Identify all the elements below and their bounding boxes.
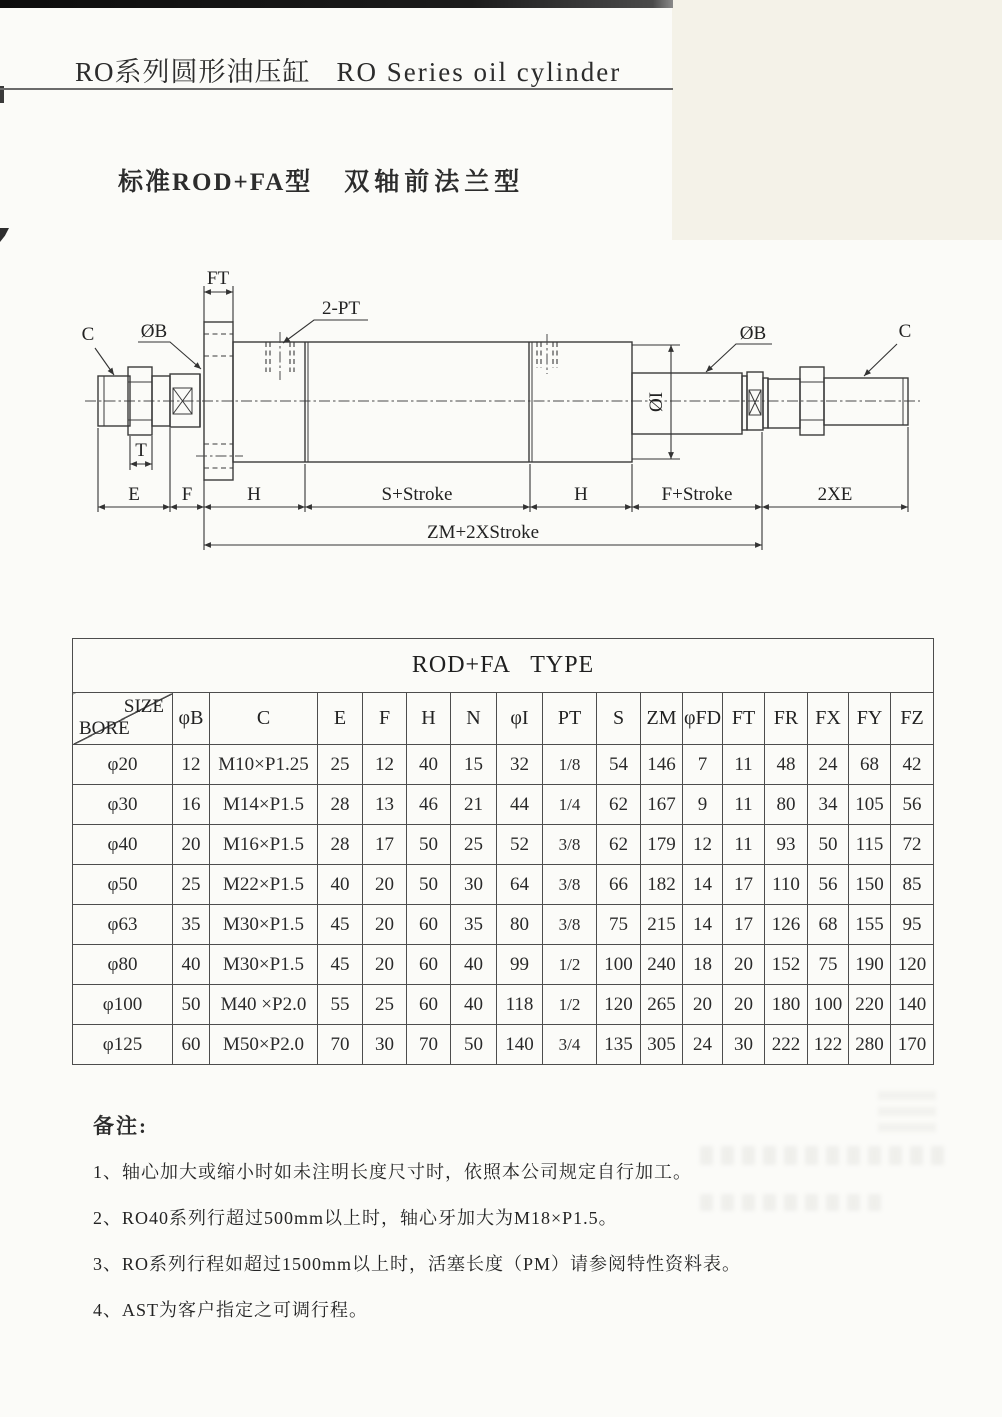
- spec-cell: 72: [891, 825, 934, 865]
- spec-cell: 120: [597, 985, 641, 1025]
- spec-cell: 120: [891, 945, 934, 985]
- label-t: T: [135, 440, 147, 461]
- label-phib-right: ØB: [739, 323, 767, 344]
- spec-cell: 60: [173, 1025, 210, 1065]
- spec-cell: 35: [173, 905, 210, 945]
- spec-cell: 12: [683, 825, 723, 865]
- column-header-4: H: [407, 693, 451, 745]
- label-dim-f-stroke: F+Stroke: [661, 484, 733, 505]
- bore-cell: φ63: [73, 905, 173, 945]
- spec-cell: 122: [808, 1025, 849, 1065]
- spec-cell: 150: [849, 865, 891, 905]
- spec-cell: 70: [318, 1025, 363, 1065]
- spec-cell: 240: [641, 945, 683, 985]
- column-header-6: φI: [497, 693, 543, 745]
- spec-cell: 140: [891, 985, 934, 1025]
- dim-phii: [632, 345, 680, 459]
- spec-cell: 7: [683, 745, 723, 785]
- spec-cell: M10×P1.25: [210, 745, 318, 785]
- spec-cell: 45: [318, 945, 363, 985]
- spec-cell: 80: [497, 905, 543, 945]
- corner-size-bore-cell: [73, 693, 173, 745]
- spec-cell: 24: [808, 745, 849, 785]
- spec-cell: 45: [318, 905, 363, 945]
- label-dim-s-stroke: S+Stroke: [381, 484, 453, 505]
- spec-cell: 75: [597, 905, 641, 945]
- spec-cell: M40 ×P2.0: [210, 985, 318, 1025]
- spec-cell: 46: [407, 785, 451, 825]
- table-row: [73, 745, 934, 785]
- spec-cell: 32: [497, 745, 543, 785]
- section-subtitle: [118, 162, 524, 198]
- column-header-5: N: [451, 693, 497, 745]
- column-header-10: φFD: [683, 693, 723, 745]
- subtitle-type: 双轴前法兰型: [344, 169, 525, 196]
- spec-cell: 66: [597, 865, 641, 905]
- spec-cell: 110: [765, 865, 808, 905]
- note-item: 3、RO系列行程如超过1500mm以上时，活塞长度（PM）请参阅特性资料表。: [93, 1254, 742, 1274]
- spec-table-body: [73, 745, 934, 1065]
- spec-cell: 14: [683, 905, 723, 945]
- spec-cell: 20: [363, 905, 407, 945]
- spec-cell: 50: [407, 825, 451, 865]
- spec-cell: 85: [891, 865, 934, 905]
- spec-cell: 3/4: [543, 1025, 597, 1065]
- spec-cell: 3/8: [543, 905, 597, 945]
- spec-cell: 56: [808, 865, 849, 905]
- spec-cell: 21: [451, 785, 497, 825]
- spec-cell: 1/2: [543, 985, 597, 1025]
- dim-t: [130, 436, 152, 470]
- table-row: [73, 945, 934, 985]
- leader-labels: [82, 298, 912, 376]
- page-top-bar: [0, 0, 673, 8]
- ink-bleed-artifact: [878, 1088, 936, 1132]
- spec-cell: 9: [683, 785, 723, 825]
- spec-cell: 16: [173, 785, 210, 825]
- dim-ft: [204, 268, 233, 322]
- spec-cell: 220: [849, 985, 891, 1025]
- spec-cell: 44: [497, 785, 543, 825]
- spec-cell: 190: [849, 945, 891, 985]
- spec-cell: 25: [451, 825, 497, 865]
- spec-cell: M30×P1.5: [210, 905, 318, 945]
- spec-cell: 105: [849, 785, 891, 825]
- spec-cell: 17: [363, 825, 407, 865]
- label-dim-h-right: H: [574, 484, 588, 505]
- label-2pt: 2-PT: [322, 298, 360, 319]
- spec-cell: 40: [318, 865, 363, 905]
- spec-cell: M14×P1.5: [210, 785, 318, 825]
- subtitle-model: 标准ROD+FA型: [118, 169, 313, 196]
- spec-cell: M16×P1.5: [210, 825, 318, 865]
- dimension-row: [98, 484, 908, 545]
- spec-cell: 20: [363, 865, 407, 905]
- spec-cell: 12: [173, 745, 210, 785]
- bore-cell: φ100: [73, 985, 173, 1025]
- table-row: [73, 905, 934, 945]
- spec-cell: 30: [723, 1025, 765, 1065]
- spec-cell: 20: [683, 985, 723, 1025]
- page-title-en: RO Series oil cylinder: [336, 57, 622, 87]
- spec-cell: 93: [765, 825, 808, 865]
- column-header-9: ZM: [641, 693, 683, 745]
- spec-cell: 60: [407, 905, 451, 945]
- spec-cell: 62: [597, 825, 641, 865]
- spec-cell: 155: [849, 905, 891, 945]
- notes-list: [93, 1158, 833, 1322]
- column-header-13: FX: [808, 693, 849, 745]
- spec-cell: 11: [723, 825, 765, 865]
- spec-cell: 48: [765, 745, 808, 785]
- spec-cell: 28: [318, 785, 363, 825]
- table-row: [73, 985, 934, 1025]
- label-c-left: C: [81, 324, 95, 345]
- spec-cell: M50×P2.0: [210, 1025, 318, 1065]
- column-header-15: FZ: [891, 693, 934, 745]
- spec-cell: 3/8: [543, 825, 597, 865]
- column-header-0: φB: [173, 693, 210, 745]
- spec-cell: 12: [363, 745, 407, 785]
- spec-cell: 99: [497, 945, 543, 985]
- spec-cell: 135: [597, 1025, 641, 1065]
- spec-cell: 40: [451, 985, 497, 1025]
- scan-background-block: [672, 0, 1002, 240]
- table-row: [73, 825, 934, 865]
- label-dim-f: F: [181, 484, 193, 505]
- spec-cell: 35: [451, 905, 497, 945]
- spec-cell: 280: [849, 1025, 891, 1065]
- spec-table-head: [73, 639, 934, 745]
- spec-cell: 3/8: [543, 865, 597, 905]
- spec-cell: 152: [765, 945, 808, 985]
- table-row: [73, 865, 934, 905]
- spec-cell: 25: [363, 985, 407, 1025]
- column-header-2: E: [318, 693, 363, 745]
- spec-cell: 100: [808, 985, 849, 1025]
- spec-cell: 55: [318, 985, 363, 1025]
- note-item: 2、RO40系列行超过500mm以上时，轴心牙加大为M18×P1.5。: [93, 1208, 618, 1228]
- spec-cell: 18: [683, 945, 723, 985]
- spec-cell: 146: [641, 745, 683, 785]
- label-phib-left: ØB: [140, 321, 168, 342]
- label-dim-2xe: 2XE: [817, 484, 853, 505]
- label-c-right: C: [898, 321, 912, 342]
- note-item: 4、AST为客户指定之可调行程。: [93, 1300, 369, 1320]
- column-header-3: F: [363, 693, 407, 745]
- column-header-8: S: [597, 693, 641, 745]
- spec-cell: 100: [597, 945, 641, 985]
- cylinder-body: [233, 332, 632, 462]
- spec-cell: 24: [683, 1025, 723, 1065]
- bore-cell: φ80: [73, 945, 173, 985]
- spec-cell: 20: [723, 985, 765, 1025]
- spec-cell: 215: [641, 905, 683, 945]
- spec-cell: M22×P1.5: [210, 865, 318, 905]
- spec-cell: 54: [597, 745, 641, 785]
- scan-artifact: [0, 228, 9, 242]
- spec-cell: 167: [641, 785, 683, 825]
- spec-cell: 95: [891, 905, 934, 945]
- spec-cell: 56: [891, 785, 934, 825]
- spec-cell: 20: [363, 945, 407, 985]
- spec-cell: 80: [765, 785, 808, 825]
- page-title: [75, 50, 621, 89]
- spec-cell: 28: [318, 825, 363, 865]
- spec-cell: 115: [849, 825, 891, 865]
- spec-cell: 20: [723, 945, 765, 985]
- spec-cell: 40: [451, 945, 497, 985]
- page-title-zh: RO系列圆形油压缸: [75, 57, 311, 87]
- spec-cell: 68: [849, 745, 891, 785]
- column-header-7: PT: [543, 693, 597, 745]
- spec-cell: 182: [641, 865, 683, 905]
- spec-cell: 11: [723, 745, 765, 785]
- label-ft: FT: [206, 268, 230, 289]
- spec-cell: 34: [808, 785, 849, 825]
- spec-cell: 126: [765, 905, 808, 945]
- bore-cell: φ20: [73, 745, 173, 785]
- spec-cell: 1/4: [543, 785, 597, 825]
- column-header-12: FR: [765, 693, 808, 745]
- spec-cell: 42: [891, 745, 934, 785]
- table-title: ROD+FA TYPE: [73, 639, 934, 693]
- spec-cell: 17: [723, 865, 765, 905]
- label-dim-zm: ZM+2XStroke: [426, 522, 540, 543]
- spec-cell: 50: [173, 985, 210, 1025]
- spec-cell: 1/8: [543, 745, 597, 785]
- spec-cell: 30: [451, 865, 497, 905]
- cylinder-dimension-diagram: [0, 258, 1002, 578]
- spec-cell: 265: [641, 985, 683, 1025]
- spec-cell: 52: [497, 825, 543, 865]
- table-row: [73, 785, 934, 825]
- spec-cell: 68: [808, 905, 849, 945]
- spec-cell: 60: [407, 985, 451, 1025]
- spec-cell: 40: [407, 745, 451, 785]
- spec-cell: 222: [765, 1025, 808, 1065]
- spec-cell: 11: [723, 785, 765, 825]
- spec-cell: 20: [173, 825, 210, 865]
- header-rule: [0, 88, 673, 90]
- corner-bore-label: BORE: [79, 718, 130, 739]
- spec-cell: 118: [497, 985, 543, 1025]
- spec-cell: 25: [318, 745, 363, 785]
- spec-cell: 1/2: [543, 945, 597, 985]
- spec-cell: 180: [765, 985, 808, 1025]
- spec-cell: 15: [451, 745, 497, 785]
- bore-cell: φ50: [73, 865, 173, 905]
- spec-cell: 40: [173, 945, 210, 985]
- column-header-1: C: [210, 693, 318, 745]
- spec-cell: 25: [173, 865, 210, 905]
- spec-cell: 50: [451, 1025, 497, 1065]
- corner-size-label: SIZE: [123, 696, 164, 717]
- spec-cell: 170: [891, 1025, 934, 1065]
- notes-heading: 备注:: [93, 1114, 148, 1138]
- label-dim-e: E: [128, 484, 140, 505]
- spec-cell: 50: [808, 825, 849, 865]
- spec-table: [72, 638, 934, 1065]
- spec-cell: 62: [597, 785, 641, 825]
- spec-cell: 17: [723, 905, 765, 945]
- spec-cell: 14: [683, 865, 723, 905]
- spec-cell: 305: [641, 1025, 683, 1065]
- spec-cell: 70: [407, 1025, 451, 1065]
- spec-cell: 50: [407, 865, 451, 905]
- bore-cell: φ40: [73, 825, 173, 865]
- label-dim-h-left: H: [247, 484, 261, 505]
- spec-cell: M30×P1.5: [210, 945, 318, 985]
- spec-cell: 140: [497, 1025, 543, 1065]
- table-row: [73, 1025, 934, 1065]
- column-header-11: FT: [723, 693, 765, 745]
- label-phii: ØI: [646, 391, 667, 413]
- note-item: 1、轴心加大或缩小时如未注明长度尺寸时，依照本公司规定自行加工。: [93, 1162, 692, 1182]
- spec-cell: 75: [808, 945, 849, 985]
- spec-cell: 179: [641, 825, 683, 865]
- column-header-14: FY: [849, 693, 891, 745]
- spec-cell: 60: [407, 945, 451, 985]
- notes-section: [93, 1110, 833, 1342]
- spec-cell: 64: [497, 865, 543, 905]
- spec-cell: 13: [363, 785, 407, 825]
- spec-cell: 30: [363, 1025, 407, 1065]
- bore-cell: φ125: [73, 1025, 173, 1065]
- bore-cell: φ30: [73, 785, 173, 825]
